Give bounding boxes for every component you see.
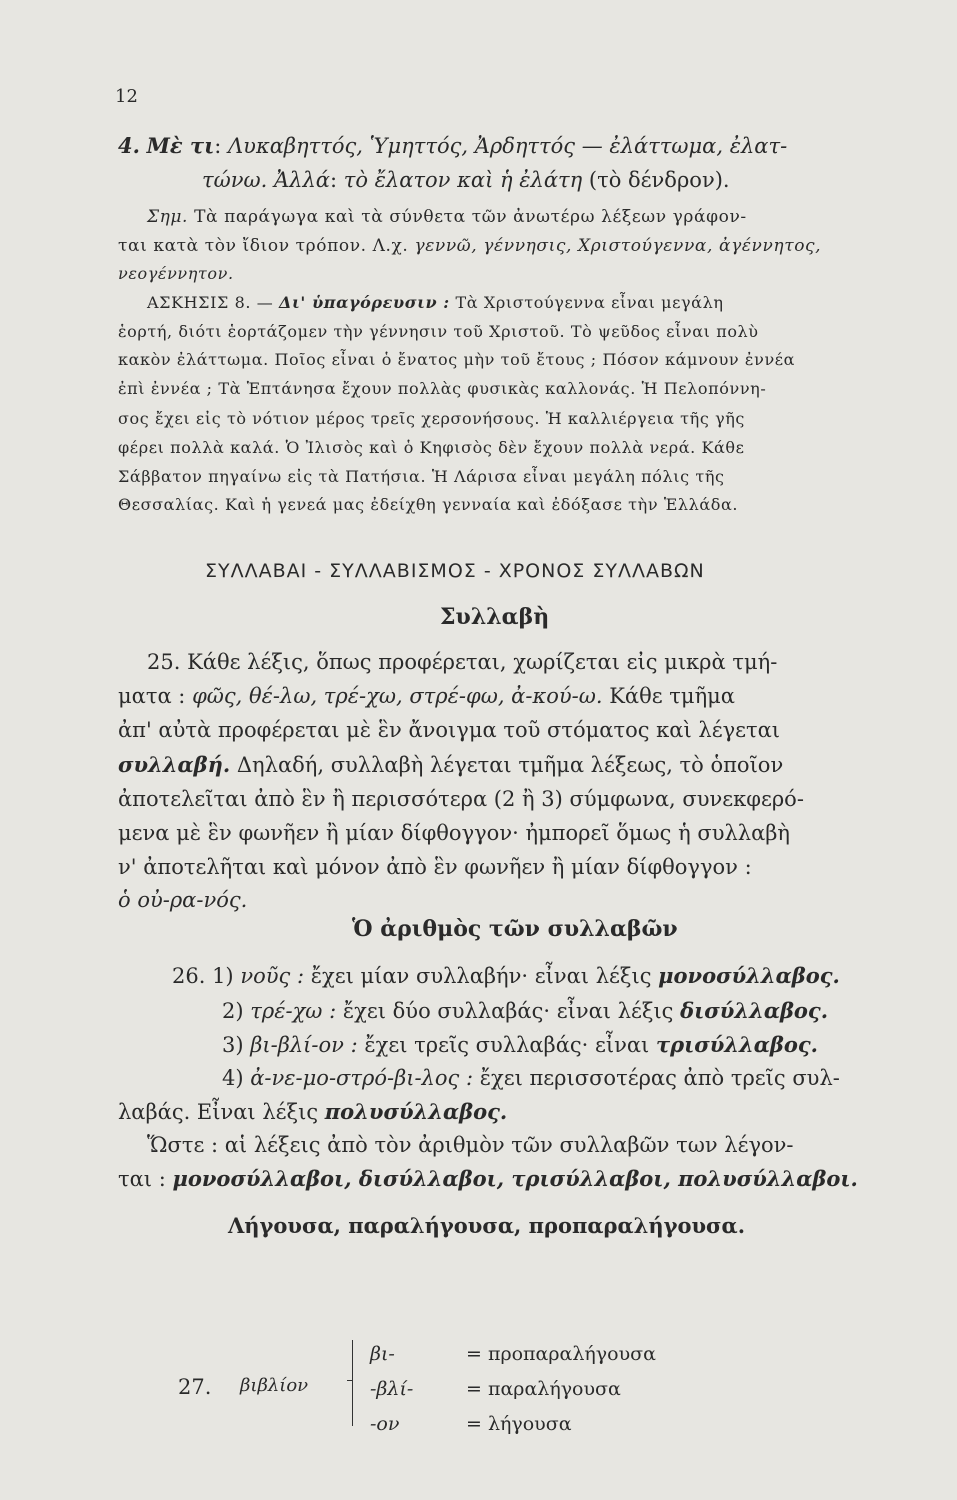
colon: : [329,168,338,192]
item-word: ἀ-νε-μο-στρό-βι-λος : [250,1066,474,1090]
ex4-line-2 [202,170,730,191]
ex8-line-7: Σάββατον πηγαίνω εἰς τὰ Πατήσια. Ἡ Λάρισα εἶναι μεγάλη πόλις τῆς [118,467,725,486]
p25-line-3: ἀπ' αὐτὰ προφέρεται μὲ ἓν ἄνοιγμα τοῦ στόματος καὶ λέγεται [118,718,781,742]
p27-row [370,1345,656,1364]
ex4-note: (τὸ δένδρον). [588,168,730,192]
item-num: 4) [222,1066,244,1090]
p25-line-7: ν' ἀποτελῆται καὶ μόνον ἀπὸ ἓν φωνῆεν ἢ μίαν δίφθογγον : [118,855,752,879]
term-syllable: συλλαβή. [118,752,231,777]
subheading-count: Ὁ ἀριθμὸς τῶν συλλαβῶν [352,916,678,942]
item-text: ἔχει περισσοτέρας ἀπὸ τρεῖς συλ- [479,1066,840,1090]
note-examples: γεννῶ, γέννησις, Χριστούγεννα, ἀγέννητος, [414,236,822,256]
item-term: μονοσύλλαβος. [658,963,840,988]
p25-text-2: Κάθε τμῆμα [609,684,735,708]
summary-terms: μονοσύλλαβοι, δισύλλαβοι, τρισύλλαβοι, πολυσύλλαβοι. [172,1166,858,1191]
syllable: -βλί- [370,1378,414,1400]
item-num: 3) [222,1033,244,1057]
p25-line-5: ἀποτελεῖται ἀπὸ ἓν ἢ περισσότερα (2 ἢ 3) σύμφωνα, συνεκφερό- [118,787,804,811]
colon: : [214,134,222,158]
ex8-line-3: κακὸν ἐλάττωμα. Ποῖος εἶναι ὁ ἔνατος μὴν τοῦ ἔτους ; Πόσον κάμνουν ἐννέα [118,350,796,369]
p27-word: βιβλίον [240,1375,309,1396]
syllable: -ον [370,1413,400,1435]
subheading-syllable: Συλλαβὴ [440,604,550,630]
p25-text: ματα : [118,684,186,708]
syllable-name: = προπαραλήγουσα [466,1343,656,1365]
ex4-words-2: τώνω. Ἀλλά [202,168,330,192]
p26-line-2 [222,1000,828,1022]
ex4-label: Μὲ τι [146,133,215,158]
p25-line-4 [118,754,783,776]
ex4-line-1 [118,135,787,157]
ex4-line-5: νεογέννητον. [118,264,234,283]
section-number: 4. [118,133,140,158]
p25-line-2 [118,686,735,707]
note-text-2: ται κατὰ τὸν ἴδιον τρόπον. Λ.χ. [118,236,409,256]
section-heading: ΣΥΛΛΑΒΑΙ - ΣΥΛΛΑΒΙΣΜΟΣ - ΧΡΟΝΟΣ ΣΥΛΛΑΒΩΝ [205,560,705,582]
page-number: 12 [115,86,138,107]
ex8-line-8: Θεσσαλίας. Καὶ ἡ γενεά μας ἐδείχθη γενναία καὶ ἐδόξασε τὴν Ἑλλάδα. [118,495,739,514]
p27-num: 27. [178,1375,212,1399]
p25-line-1: 25. Κάθε λέξις, ὅπως προφέρεται, χωρίζεται εἰς μικρὰ τμή- [147,650,778,674]
ex4-line-4 [118,238,821,255]
item-num: 2) [222,999,244,1023]
dictation-label: Δι' ὑπαγόρευσιν : [279,293,450,312]
syllable-name: = παραλήγουσα [466,1378,621,1400]
item-num: 26. 1) [172,964,234,988]
p25-text-3: Δηλαδή, συλλαβὴ λέγεται τμῆμα λέξεως, τὸ ὁποῖον [236,753,784,777]
item-text: ἔχει τρεῖς συλλαβάς· εἶναι [364,1033,650,1057]
p26-line-1 [172,965,840,987]
ex8-line-2: ἑορτή, διότι ἑορτάζομεν τὴν γέννησιν τοῦ Χριστοῦ. Τὸ ψεῦδος εἶναι πολὺ [118,322,759,341]
p26-line-5 [118,1101,507,1123]
item-word: βι-βλί-ον : [250,1033,358,1057]
p26-line-4 [222,1068,840,1089]
item-word: τρέ-χω : [250,999,337,1023]
ex4-words: Λυκαβηττός, Ὑμηττός, Ἀρδηττός — ἐλάττωμα, ἐλατ- [228,134,788,158]
p27-row [370,1415,572,1434]
item-text: λαβάς. Εἶναι λέξις [118,1100,319,1124]
p25-examples: φῶς, θέ-λω, τρέ-χω, στρέ-φω, ἀ-κού-ω. [192,684,603,708]
p27-row [370,1380,621,1399]
dictation-text: Τὰ Χριστούγεννα εἶναι μεγάλη [455,293,724,312]
note-text: Τὰ παράγωγα καὶ τὰ σύνθετα τῶν ἀνωτέρω λέξεων γράφον- [194,207,747,227]
p26-line-7 [118,1168,858,1190]
item-word: νοῦς : [240,964,305,988]
item-term: τρισύλλαβος. [655,1032,818,1057]
item-term: πολυσύλλαβος. [324,1099,508,1124]
exercise-label: ΑΣΚΗΣΙΣ 8. — [147,293,274,312]
item-text: ἔχει μίαν συλλαβήν· εἶναι λέξις [310,964,652,988]
brace [352,1340,353,1426]
ex8-line-4: ἐπὶ ἐννέα ; Τὰ Ἑπτάνησα ἔχουν πολλὰς φυσικὰς καλλονάς. Ἡ Πελοπόννη- [118,379,767,398]
note-label: Σημ. [147,207,189,227]
item-term: δισύλλαβος. [680,998,829,1023]
ex8-line-6: φέρει πολλὰ καλά. Ὁ Ἰλισὸς καὶ ὁ Κηφισὸς δὲν ἔχουν πολλὰ νερά. Κάθε [118,438,745,457]
p26-line-3 [222,1034,818,1056]
p25-line-6: μενα μὲ ἓν φωνῆεν ἢ μίαν δίφθογγον· ἠμπορεῖ ὅμως ἡ συλλαβὴ [118,821,790,845]
ex4-line-3 [147,209,747,226]
item-text: ἔχει δύο συλλαβάς· εἶναι λέξις [342,999,674,1023]
subheading-penult: Λήγουσα, παραλήγουσα, προπαραλήγουσα. [228,1213,746,1238]
p25-line-8: ὁ οὐ-ρα-νός. [118,888,248,912]
p26-line-6: Ὥστε : αἱ λέξεις ἀπὸ τὸν ἀριθμὸν τῶν συλλαβῶν των λέγον- [147,1133,794,1157]
ex8-line-1 [147,295,724,311]
item-text: ται : [118,1167,166,1191]
syllable-name: = λήγουσα [466,1413,572,1435]
ex4-words-3: τὸ ἔλατον καὶ ἡ ἐλάτη [343,168,583,192]
ex8-line-5: σος ἔχει εἰς τὸ νότιον μέρος τρεῖς χερσονήσους. Ἡ καλλιέργεια τῆς γῆς [118,409,745,428]
syllable: βι- [370,1343,395,1365]
